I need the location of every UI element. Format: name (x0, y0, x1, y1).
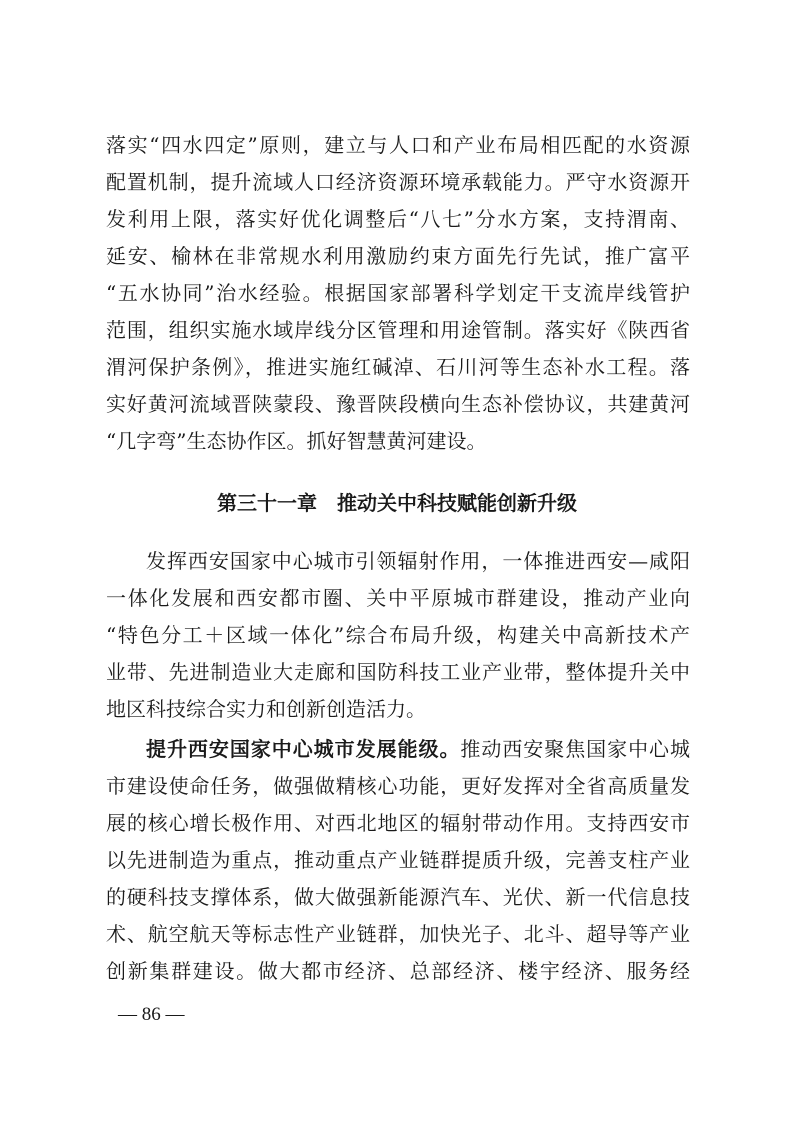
paragraph3-line-7: 创新集群建设。做大都市经济、总部经济、楼宇经济、服务经 (106, 959, 690, 983)
paragraph3-line-5: 的硬科技支撑体系，做大做强新能源汽车、光伏、新一代信息技 (106, 885, 690, 909)
paragraph1-line-4: 延安、榆林在非常规水利用激励约束方面先行先试，推广富平 (106, 244, 690, 268)
paragraph3-line-1 (146, 735, 690, 763)
paragraph1-line-3: 发利用上限，落实好优化调整后“八七”分水方案，支持渭南、 (106, 207, 690, 231)
chapter-heading: 第三十一章 推动关中科技赋能创新升级 (217, 491, 577, 515)
paragraph2-line-2: 一体化发展和西安都市圈、关中平原城市群建设，推动产业向 (106, 586, 690, 610)
paragraph3-first-line-rest: 推动西安聚焦国家中心城 (460, 737, 691, 761)
paragraph3-bold-lead: 提升西安国家中心城市发展能级。 (146, 737, 461, 761)
paragraph2-line-3: “特色分工＋区域一体化”综合布局升级，构建关中高新技术产 (106, 623, 690, 647)
paragraph1-line-6: 范围，组织实施水域岸线分区管理和用途管制。落实好《陕西省 (106, 318, 690, 342)
paragraph3-line-3: 展的核心增长极作用、对西北地区的辐射带动作用。支持西安市 (106, 811, 690, 835)
paragraph3-line-4: 以先进制造为重点，推动重点产业链群提质升级，完善支柱产业 (106, 848, 690, 872)
paragraph1-line-7: 渭河保护条例》，推进实施红碱淖、石川河等生态补水工程。落 (106, 355, 690, 379)
paragraph1-line-1: 落实“四水四定”原则，建立与人口和产业布局相匹配的水资源 (106, 133, 690, 157)
paragraph3-line-6: 术、航空航天等标志性产业链群，加快光子、北斗、超导等产业 (106, 922, 690, 946)
paragraph1-line-2: 配置机制，提升流域人口经济资源环境承载能力。严守水资源开 (106, 170, 690, 194)
paragraph1-line-8: 实好黄河流域晋陕蒙段、豫晋陕段横向生态补偿协议，共建黄河 (106, 392, 690, 416)
paragraph2-line-5: 地区科技综合实力和创新创造活力。 (106, 697, 426, 721)
paragraph1-line-9: “几字弯”生态协作区。抓好智慧黄河建设。 (106, 429, 487, 453)
paragraph2-line-4: 业带、先进制造业大走廊和国防科技工业产业带，整体提升关中 (106, 660, 690, 684)
page-number: — 86 — (118, 1004, 185, 1025)
paragraph1-line-5: “五水协同”治水经验。根据国家部署科学划定干支流岸线管护 (106, 281, 690, 305)
paragraph3-line-2: 市建设使命任务，做强做精核心功能，更好发挥对全省高质量发 (106, 774, 690, 798)
paragraph2-line-1: 发挥西安国家中心城市引领辐射作用，一体推进西安—咸阳 (146, 549, 690, 573)
